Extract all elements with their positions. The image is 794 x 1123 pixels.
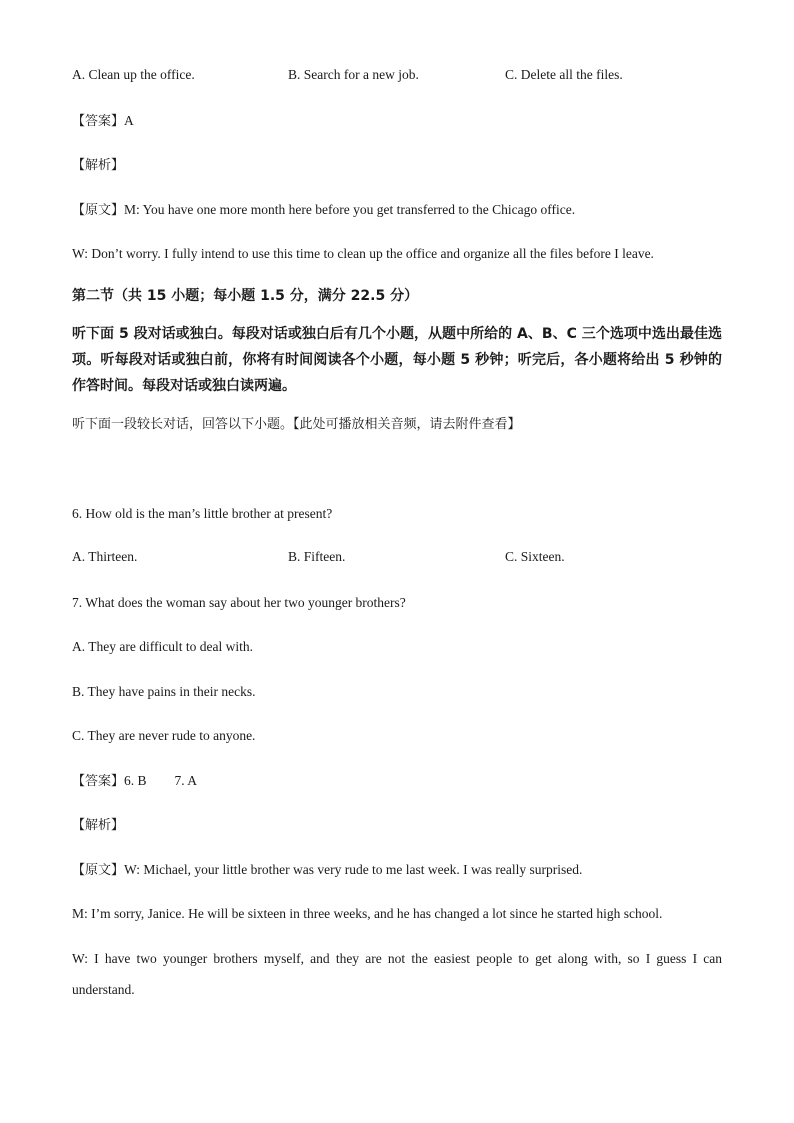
- answer-value-7: 7. A: [174, 773, 198, 788]
- q7-option-c: C. They are never rude to anyone.: [72, 728, 256, 743]
- answer-value-6: 6. B: [124, 773, 147, 788]
- answer-value: A: [124, 113, 134, 128]
- q7-option-a: A. They are difficult to deal with.: [72, 639, 253, 654]
- q6-option-c: C. Sixteen.: [505, 549, 565, 564]
- q6-option-b: B. Fifteen.: [288, 549, 346, 564]
- transcript-text: W: Michael, your little brother was very rude to me last week. I was really surprised.: [124, 862, 583, 877]
- answer-label: 【答案】: [72, 114, 125, 129]
- transcript-label: 【原文】: [72, 203, 125, 218]
- q5-option-c: C. Delete all the files.: [505, 67, 623, 82]
- q6-option-a: A. Thirteen.: [72, 549, 138, 564]
- transcript-text: M: You have one more month here before you get transferred to the Chicago office.: [124, 202, 576, 217]
- q6-question: 6. How old is the man’s little brother at present?: [72, 506, 333, 521]
- listen-note: 听下面一段较长对话，回答以下小题。【此处可播放相关音频，请去附件查看】: [72, 417, 521, 432]
- answer-q5: [72, 112, 134, 131]
- transcript-2-line-2: M: I’m sorry, Janice. He will be sixteen in three weeks, and he has changed a lot since he started high school.: [72, 906, 663, 921]
- q6-options: [72, 549, 722, 567]
- transcript-1-line-1: [72, 201, 575, 220]
- q5-option-a: A. Clean up the office.: [72, 67, 195, 82]
- analysis-heading-1: [72, 156, 124, 175]
- transcript-2-line-3: W: I have two younger brothers myself, and they are not the easiest people to get along with, so I guess I can understand.: [72, 951, 722, 997]
- transcript-1-line-2: W: Don’t worry. I fully intend to use this time to clean up the office and organize all the files before I leave.: [72, 246, 654, 261]
- q7-question: 7. What does the woman say about her two younger brothers?: [72, 595, 406, 610]
- q7-option-b: B. They have pains in their necks.: [72, 684, 256, 699]
- section-2-title: 第二节（共 15 小题；每小题 1.5 分，满分 22.5 分）: [72, 288, 419, 304]
- transcript-2-line-1: [72, 861, 582, 880]
- section-2-instructions: 听下面 5 段对话或独白。每段对话或独白后有几个小题，从题中所给的 A、B、C 三个选项中选出最佳选项。听每段对话或独白前，你将有时间阅读各个小题，每小题 5 秒钟；听完后，各小题将给出 5 秒钟的作答时间。每段对话或独白读两遍。: [72, 326, 722, 394]
- answer-label: 【答案】: [72, 774, 125, 789]
- analysis-label: 【解析】: [72, 158, 125, 173]
- analysis-heading-2: [72, 816, 124, 835]
- q5-option-b: B. Search for a new job.: [288, 67, 419, 82]
- transcript-label: 【原文】: [72, 863, 125, 878]
- answer-q6-q7: [72, 772, 197, 791]
- q5-options: [72, 67, 722, 85]
- analysis-label: 【解析】: [72, 818, 125, 833]
